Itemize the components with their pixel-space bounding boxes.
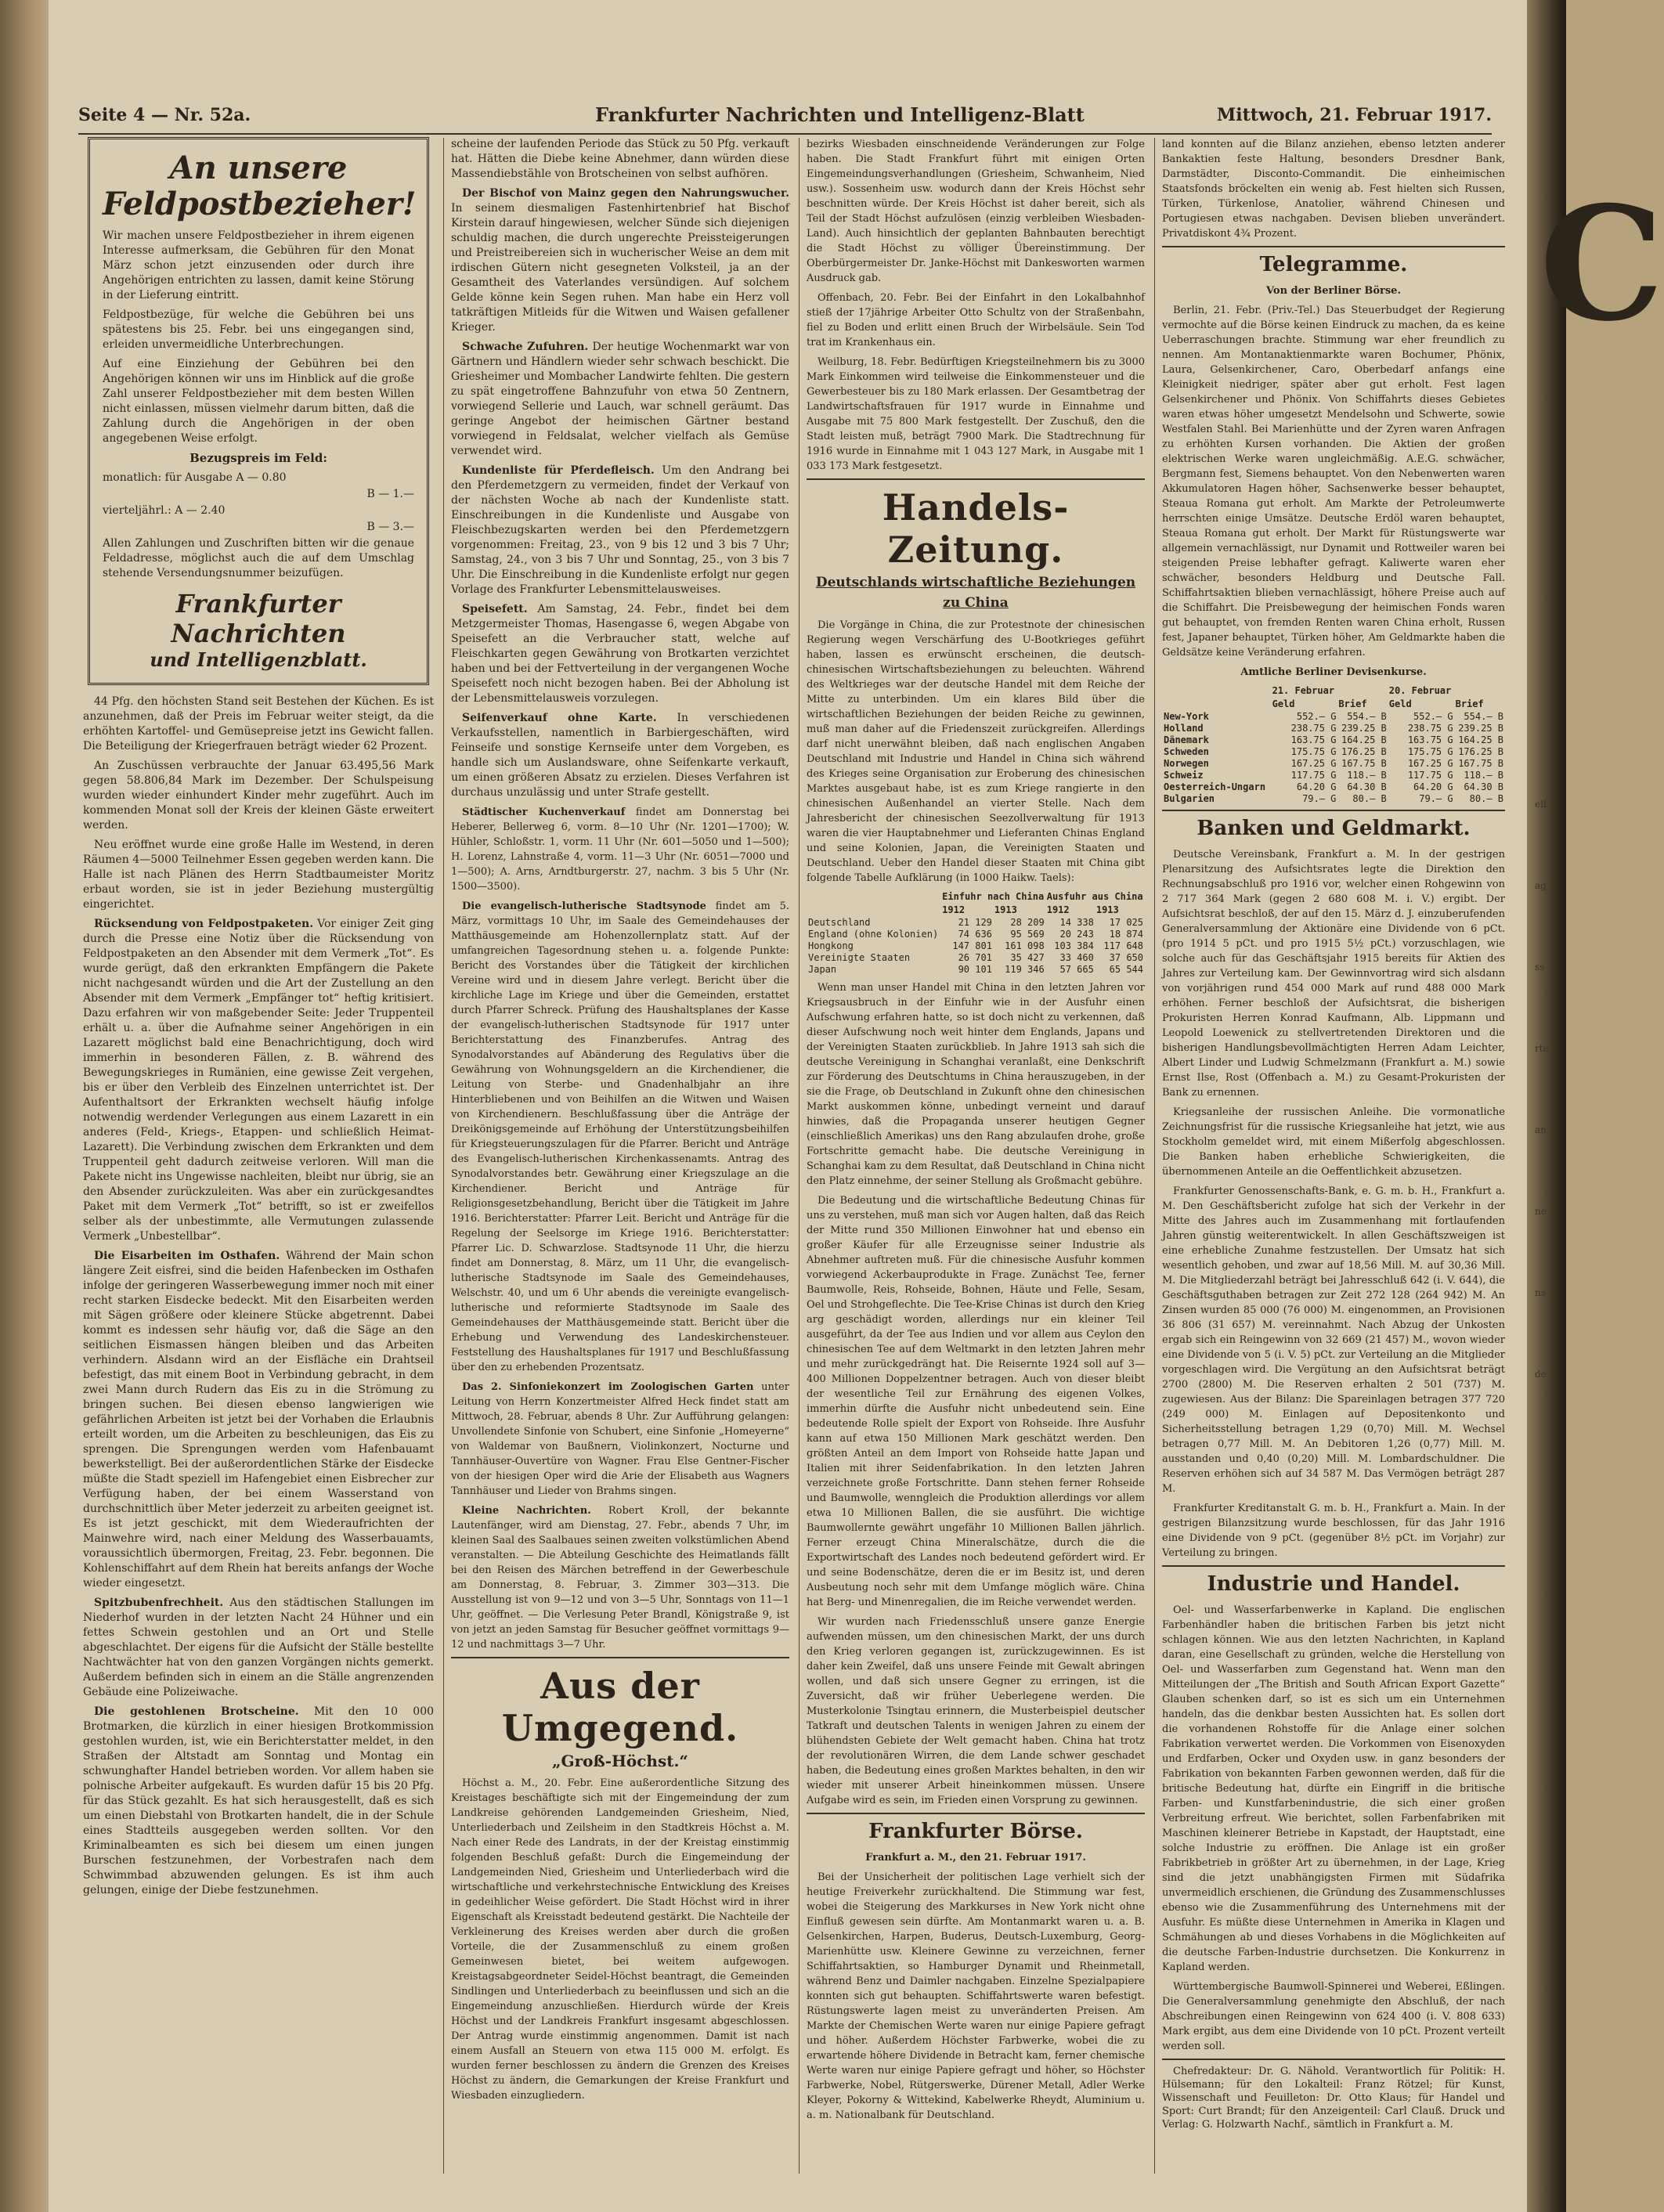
table-row [807,940,1145,952]
article-paragraph: scheine der laufenden Periode das Stück zu 50 Pfg. verkauft hat. Hätten die Diebe keine Abnehmer, dann würden diese Massendiebstähle von Brotscheinen von selbst aufhören. [451,138,789,180]
adjacent-page-fragment: ne [1535,1206,1547,1217]
fx-currency: Norwegen [1164,758,1209,769]
trade-table-header-export: Ausfuhr aus China [1046,891,1143,902]
article-paragraph: Württembergische Baumwoll-Spinnerei und Weberei, Eßlingen. Die Generalversammlung genehmigte den Abschluß, der nach Abschreibungen einen Reingewinn von 624 400 (i. V. 808 633) Mark ergibt, aus dem eine Dividende von 10 pCt. Prozent verteilt werden soll. [1162,1981,1505,2052]
trade-table-year: 1913 [1095,904,1119,915]
section-subtitle: Deutschlands wirtschaftliche Beziehungen zu China [815,575,1136,611]
table-cell-value: 37 650 [1109,952,1143,963]
fx-rate: 118.— B [1464,770,1503,781]
notice-paragraph: Auf eine Einziehung der Gebühren bei den Angehörigen können wir uns im Hinblick auf die große Zahl unserer Feldpostbezieher mit dem besten Willen nicht einlassen, müssen vielmehr darum bitten, daß die Zahlung durch die Angehörigen in der oben angegebenen Weise erfolgt. [103,358,414,445]
table-cell-value: 119 346 [1005,964,1045,975]
article-paragraph: land konnten auf die Bilanz anziehen, ebenso letzten anderer Bankaktien feste Haltung, besonders Dresdner Bank, Darmstädter, Disconto-Commandit. Die einheimischen Staatsfonds bröckelten ein wenig ab. Fest hielten sich Russen, Türken, Türkenlose, Anatolier, während Chinesen und Portugiesen etwas nachgaben. Devisen blieben unverändert. Privatdiskont 4¾ Prozent. [1162,139,1505,240]
table-cell-country: Hongkong [808,940,854,951]
notice-paragraph: Feldpostbezüge, für welche die Gebühren bei uns spätestens bis 25. Febr. bei uns eingegangen sind, erleiden unvermeidliche Unterbrechungen. [103,309,414,351]
column-divider [443,138,444,2174]
fx-table-header: 21. Februar [1272,685,1335,696]
fx-currency: Dänemark [1164,734,1209,745]
fx-currency: Oesterreich-Ungarn [1164,781,1266,792]
issue-date: Mittwoch, 21. Februar 1917. [1216,105,1492,125]
fx-table-header: 20. Februar [1388,685,1452,696]
fx-currency: Holland [1164,723,1204,734]
section-rule [1162,246,1505,247]
table-row [1162,793,1505,805]
fx-currency: Bulgarien [1164,793,1215,804]
table-row [1162,734,1505,746]
table-cell-value: 28 209 [1010,917,1045,928]
adjacent-page-fragment: ss [1535,962,1545,972]
section-rule [451,1657,789,1658]
fx-table-subheader: Brief [1455,698,1484,709]
fx-rate: 167.75 B [1458,758,1503,769]
boerse-title: Frankfurter Börse. [868,1820,1083,1843]
table-cell-value: 90 101 [958,964,992,975]
boerse-date: Frankfurt a. M., den 21. Februar 1917. [865,1852,1086,1864]
table-cell-value: 18 874 [1109,929,1143,940]
column-4 [1162,137,1505,2189]
section-rule [1162,810,1505,811]
section-rule [807,478,1145,480]
table-cell-value: 95 569 [1010,929,1045,940]
article-paragraph: Frankfurter Kreditanstalt G. m. b. H., Frankfurt a. Main. In der gestrigen Bilanzsitzung wurde beschlossen, für das Jahr 1916 eine Dividende von 9 pCt. (gegenüber 8½ pCt. im Vorjahr) zur Verteilung zu bringen. [1162,1503,1505,1559]
telegram-title: Telegramme. [1259,253,1408,276]
article-paragraph: findet am 5. März, vormittags 10 Uhr, im Saale des Gemeindehauses der Matthäusgemeinde am Hohenzollernplatz statt. Auf der umfangreichen Tagesordnung stehen u. a. folgende Punkte: Bericht des Vorstandes über die Tätigkeit der kirchlichen Vereine wird und in diesem Jahre verlegt. Bericht über die kirchliche Lage im Kriege und über die Gemeinden, erstattet durch Pfarrer Schreck. Prüfung des Haushaltsplanes der Kasse der evangelisch-lutherischen Stadtsynode für 1917 unter Berichterstattung des Finanzberufes. Antrag des Synodalvorstandes auf Abänderung des Regulativs über die Gewährung von Wohnungsgeldern an die Kirchendiener, die Leitung von Sterbe- und Gnadenhalbjahr an ihre Hinterbliebenen und von Beihilfen an die Witwen und Waisen von Kirchendienern. Beschlußfassung über die Anträge der Dreikönigsgemeinde auf Erhöhung der Unterstützungsbeihilfen für Kriegsteuerungszulagen für die Pfarrer. Bericht und Anträge des Evangelisch-lutherischen Kirchenkassenamts. Antrag des Synodalvorstandes betr. Gewährung einer Kriegszulage an die Kirchendiener. Bericht und Anträge für Religionsgesetzbehandlung, Bericht über die Tätigkeit im Jahre 1916. Berichterstatter: Pfarrer Leit. Bericht und Anträge für die Regelung der Seelsorge im Kriege 1916. Berichterstatter: Pfarrer Lic. D. Schwarzlose. Stadtsynode 11 Uhr, die hierzu findet am Donnerstag, 8. März, um 11 Uhr, die evangelisch-lutherische Stadtsynode im Saale des Gemeindehauses, Welschstr. 40, und um 6 Uhr abends die vereinigte evangelisch-lutherische und reformierte Stadtsynode im Saale des Gemeindehauses der Matthäusgemeinde statt. Bericht über die Erhebung und Verwendung des Landeskirchensteuer. Feststellung des Haushaltsplanes für 1917 und Beschlußfassung über den zu erhebenden Prozentsatz. [451,900,790,1373]
table-cell-value: 74 636 [958,929,992,940]
article-paragraph: Vor einiger Zeit ging durch die Presse eine Notiz über die Rücksendung von Feldpostpaketen an den Absender mit dem Vermerk „Tot“. Es wurde gerügt, daß den erkrankten Empfängern die Pakete nicht nachgesandt würden und die Art der Zustellung an den Absender mit dem Vermerk „Empfänger tot“ heftig kritisiert. Dazu erfahren wir von maßgebender Seite: Jeder Truppenteil erhält u. a. über die Aufnahme seiner Angehörigen in ein Lazarett möglichst bald eine Benachrichtigung, doch wird immerhin in besonderen Fällen, z. B. während des Bewegungskrieges in Rumänien, eine gewisse Zeit vergehen, bis er über den Verbleib des Einzelnen unterrichtet ist. Der Aufenthaltsort der Erkrankten wechselt häufig infolge notwendig werdender Verlegungen aus einem Lazarett in ein anderes (Feld-, Kriegs-, Etappen- und schließlich Heimat-Lazarett). Die Verbindung zwischen dem Erkrankten und dem Truppenteil geht dadurch zeitweise verloren. Will man die Pakete nicht ins Ungewisse nachleiten, bleibt nur übrig, sie an den Absender zurückzuleiten. Was aber ein zurückgesandtes Paket mit dem Vermerk „Tot“ betrifft, so ist er zweifellos selber als der unbestimmte, alle Vermutungen zulassende Vermerk „Unbestellbar“. [83,918,435,1243]
notice-paragraph: Wir machen unsere Feldpostbezieher in ihrem eigenen Interesse aufmerksam, die Gebühren für den Monat März schon jetzt einzusenden oder durch ihre Angehörigen entrichten zu lassen, damit keine Störung in der Lieferung eintritt. [103,229,414,301]
article-heading: Die evangelisch-lutherische Stadtsynode [462,900,706,912]
publisher-name: Frankfurter Nachrichten [171,589,346,648]
trade-table-year: 1912 [1046,904,1070,915]
fx-rate: 167.75 B [1341,758,1387,769]
fx-rate: 167.25 G [1290,758,1337,769]
adjacent-page-fragment: ns [1535,1287,1546,1298]
article-heading: Die gestohlenen Brotscheine. [94,1705,299,1718]
article-heading: Städtischer Kuchenverkauf [462,806,626,818]
fx-table-subheader [1162,698,1272,711]
table-cell-value: 161 098 [1005,940,1045,951]
fx-currency: New-York [1164,711,1209,722]
adjacent-page-fragment: ag [1535,880,1547,891]
fx-rate: 117.75 G [1407,770,1453,781]
table-cell-value: 57 665 [1059,964,1094,975]
fx-table-title: Amtliche Berliner Devisenkurse. [1240,666,1427,678]
table-cell-value: 14 338 [1059,917,1094,928]
table-cell-value: 117 648 [1103,940,1143,951]
article-paragraph: Während der Main schon längere Zeit eisfrei, sind die beiden Hafenbecken im Osthafen infolge der geringeren Wasserbewegung immer noch mit einer recht starken Eisdecke bedeckt. Mit den Eisarbeiten werden mit Sägen größere oder kleinere Stücke abgetrennt. Dabei kommt es indessen sehr häufig vor, daß die Säge an den seitlichen Eismassen hängen bleiben und das Arbeiten verhindern. Alsdann wird an der Eisfläche ein Drahtseil befestigt, das mit einem Boot in Verbindung gebracht, in dem zwei Mann durch Rudern das Eis zu in die Strömung zu bringen suchen. Bei diesen ebenso langwierigen wie gefährlichen Arbeiten ist jetzt bei der Vorhaben die Erlaubnis erteilt worden, um die Arbeiten zu beschleunigen, das Eis zu sprengen. Die Sprengungen werden vom Hafenbauamt bewerkstelligt. Bei der außerordentlichen Stärke der Eisdecke müßte die Stadt speziell im Hafengebiet einen Eisbrecher zur Verfügung haben, der bei einem Wasserstand von durchschnittlich über Meter jederzeit zu arbeiten geeignet ist. Es ist jetzt geschickt, mit dem Wiederaufrichten der Mainwehre wird, nach einer Meldung des Wasserbauamts, voraussichtlich übermorgen, Freitag, 23. Febr. begonnen. Die Kohlenschiffahrt auf dem Rhein hat bereits anfangs der Woche wieder eingesetzt. [83,1250,434,1590]
fx-rate: 239.25 B [1341,723,1387,734]
article-paragraph: Weilburg, 18. Febr. Bedürftigen Kriegsteilnehmern bis zu 3000 Mark Einkommen wird teilweise die Einkommensteuer und die Gewerbesteuer bis zu 180 Mark erlassen. Der Gesamtbetrag der Landwirtschaftsfrauen für 1917 wurde in Einnahme und Ausgabe mit 75 800 Mark festgestellt. Der Zuschuß, den die Stadt leisten muß, beträgt 7900 Mark. Die Stadtrechnung für 1916 wurde in Einnahme mit 1 043 127 Mark, in Ausgabe mit 1 033 173 Mark festgesetzt. [807,356,1145,472]
trade-table-header-import: Einfuhr nach China [942,891,1045,902]
fx-rate: 64.30 B [1464,781,1503,792]
article-paragraph: In verschiedenen Verkaufsstellen, namentlich in Barbiergeschäften, wird Feinseife und sonstige Kernseife unter dem Vorgeben, es handle sich um Auslandsware, ohne Seifenkarte verkauft, um einen größeren Absatz zu erzielen. Dieses Verfahren ist durchaus unzulässig und unter Strafe gestellt. [451,712,789,799]
article-heading: Das 2. Sinfoniekonzert im Zoologischen Garten [462,1381,754,1393]
fx-rate: 163.75 G [1407,734,1453,745]
fx-rate: 117.75 G [1290,770,1337,781]
fx-rate: 239.25 B [1458,723,1503,734]
table-row [1162,746,1505,758]
fx-rate: 163.75 G [1290,734,1337,745]
article-paragraph: Offenbach, 20. Febr. Bei der Einfahrt in den Lokalbahnhof stieß der 17jährige Arbeiter Otto Schultz von der Straßenbahn, fiel zu Boden und erlitt einen Bruch der Wirbelsäule. Sein Tod trat im Krankenhaus ein. [807,292,1145,348]
table-cell-country: Vereinigte Staaten [808,952,911,963]
article-paragraph: Am Samstag, 24. Febr., findet bei dem Metzgermeister Thomas, Hasengasse 6, wegen Abgabe von Speisefett an die Verbraucher statt, welche auf Fleischkarten gegen Gewährung von Brotkarten verzichtet haben und bei der Fettverteilung in der vergangenen Woche Speisefett noch nicht bezogen haben. Bei der Abholung ist der Lebensmittelausweis vorzulegen. [451,603,790,705]
fx-rate: 167.25 G [1407,758,1453,769]
article-paragraph: Wenn man unser Handel mit China in den letzten Jahren vor Kriegsausbruch in der Einfuhr wie in der Ausfuhr einen Aufschwung erfahren hatte, so ist doch nicht zu verkennen, daß dieser Aufschwung noch weit hinter dem Englands, Japans und der Vereinigten Staaten zurückblieb. In Jahre 1913 sah sich die deutsche Vereinigung in Schanghai veranlaßt, eine Denkschrift zur Förderung des Deutschtums in China herauszugeben, in der sie die Frage, ob Deutschland in Zukunft ohne den chinesischen Markt auskommen könne, unbedingt verneint und darauf hinwies, daß die Propaganda unserer heutigen Gegner (einschließlich Amerikas) uns den Rang abzulaufen drohe, große Fortschritte gemacht habe. Die deutsche Vereinigung in Schanghai kam zu dem Resultat, daß Deutschland in China nicht den Platz einnehme, der seiner Stellung als Großmacht gebühre. [807,982,1145,1187]
adjacent-page-glyph: C [1539,172,1664,356]
table-row [1162,758,1505,770]
fx-rate: 80.— B [1352,793,1387,804]
table-row [1162,781,1505,793]
fx-table-subheader: Geld [1388,698,1412,709]
notice-paragraph: Allen Zahlungen und Zuschriften bitten wir die genaue Feldadresse, möglichst auch die auf dem Umschlag stehende Versendungsnummer beizufügen. [103,537,414,579]
article-paragraph: Kriegsanleihe der russischen Anleihe. Die vormonatliche Zeichnungsfrist für die russische Kriegsanleihe hat jetzt, wie aus Stockholm gemeldet wird, mit einem Mißerfolg abgeschlossen. Die Banken haben erhebliche Schwierigkeiten, die übernommenen Anteile an die Oeffentlichkeit abzusetzen. [1162,1106,1505,1178]
table-cell-value: 103 384 [1054,940,1094,951]
table-cell-value: 26 701 [958,952,992,963]
article-paragraph: Die Vorgänge in China, die zur Protestnote der chinesischen Regierung wegen Verschärfung des U-Bootkrieges geführt haben, lassen es erwünscht erscheinen, die deutsch-chinesischen Wirtschaftsbeziehungen zu beleuchten. Während des Weltkrieges war der deutsche Handel mit dem Reiche der Mitte zu unterbinden. Um ein klares Bild über die wirtschaftlichen Beziehungen der beiden Reiche zu gewinnen, muß man daher auf die Friedenszeit zurückgreifen. Allerdings darf nicht unerwähnt bleiben, daß nach englischen Angaben Deutschland mit Industrie und Handel in China sich während des Krieges seine Organisation zur Eroberung des chinesischen Marktes ausgebaut habe, ist es zum Kriege rangierte in den chinesischen Außenhandel an vierter Stelle. Nach dem Jahresbericht der chinesischen Seezollverwaltung für 1913 waren die vier Hauptabnehmer und Lieferanten Chinas England und seine Kolonien, Japan, die Vereinigten Staaten und Deutschland. Ueber den Handel dieser Staaten mit China gibt folgende Tabelle Aufklärung (in 1000 Haikw. Taels): [807,619,1145,884]
article-heading: Spitzbubenfrechheit. [94,1597,224,1609]
table-cell-value: 147 801 [952,940,992,951]
page-number: Seite 4 — Nr. 52a. [78,105,251,125]
article-heading: Speisefett. [462,603,528,615]
fx-rate: 64.20 G [1296,781,1337,792]
page-binding-edge [0,0,49,2212]
article-paragraph: Oel- und Wasserfarbenwerke in Kapland. Die englischen Farbenhändler haben die britischen Farben bis jetzt nicht schlagen können. Wie aus den letzten Nachrichten, in Kapland daran, eine Gesellschaft zu gründen, welche die Herstellung von Oel- und Wasserfarben zum Gegenstand hat. Wenn man den Mitteilungen der „The British and South African Export Gazette“ Glauben schenken darf, so ist es sich um ein Unternehmen handeln, das die denkbar besten Aussichten hat. Es sollen dort die vorhandenen Rohstoffe für die Anlage einer solchen Fabrikation verwertet werden. Die Vorkommen von Eisenoxyden und Erdfarben, Ocker und Oxyden usw. in ganz besonders der Fabrikation von bekannten Farben gewonnen werden, daß für die britische Bedeutung hat, dürfte ein Eingriff in die britische Farben- und Kunstfarbenindustrie, die sich einer großen Verbreitung erfreut. Wie berichtet, sollen Farbenfabriken mit Maschinen kleinerer Betriebe in Kapstadt, der Hauptstadt, eine solche Industrie zu eröffnen. Die Anlage ist ein großer Fabrikbetrieb in größter Art zu übernehmen, in der Lage, Krieg sind die jetzt unabhängigsten Firmen mit Südafrika unvermeidlich erschienen, die Gründung des Zusammenschlusses ebenso wie die Zusammenführung des Unternehmens mit der Ausfuhr. Es müßte diese Unternehmen in Amerika in Klagen und Schmähungen ab und dieses Vorhabens in die Möglichkeiten auf die deutsche Farben-Industrie durchsetzen. Die Konkurrenz in Kapland werden. [1162,1604,1505,1973]
fx-rate: 176.25 B [1458,746,1503,757]
fx-rate: 175.75 G [1290,746,1337,757]
article-paragraph: Deutsche Vereinsbank, Frankfurt a. M. In der gestrigen Plenarsitzung des Aufsichtsrates legte die Direktion den Rechnungsabschluß pro 1916 vor, welcher einen Rohgewinn von 2 717 364 Mark (gegen 2 680 608 M. i. V.) ergibt. Der Aufsichtsrat beschloß, der auf den 15. März d. J. einzuberufenden Generalversammlung der Aktionäre eine Dividende von 6 pCt. (pro 1914 5 pCt. und pro 1915 5½ pCt.) vorzuschlagen, wie solche auch für das Geschäftsjahr 1915 bereits für Aktien des Jahres zur Verteilung kam. Der Gewinnvortrag wird sich alsdann von vorjährigen rund 454 000 Mark auf rund 488 000 Mark erhöhen. Ferner beschloß der Aufsichtsrat, die bisherigen Prokuristen Herren Konrad Kaufmann, Alb. Lippmann und Leopold Loewenick zu stellvertretenden Direktoren und die bisherigen Handlungsbevollmächtigten Herren Adam Leichter, Albert Linder und Ludwig Schmelzmann (Frankfurt a. M.) sowie Ernst Ilse, Rost (Offenbach a. M.) zu Gesamt-Prokuristen der Bank zu ernennen. [1162,849,1505,1099]
section-subtitle: „Groß-Höchst.“ [552,1752,688,1770]
article-paragraph: In seinem diesmaligen Fastenhirtenbrief hat Bischof Kirstein darauf hingewiesen, welcher Sünde sich diejenigen schuldig machen, die durch ungerechte Preissteigerungen und Preistreibereien sich in wucherischer Weise an dem mit irdischen Gütern nicht gesegneten Volksteil, ja an der Gesamtheit des Vaterlandes versündigen. Auf solchem Gelde könne kein Segen ruhen. Man habe ein Herz voll tatkräftigen Mitleids für die Witwen und Waisen gefallener Krieger. [451,202,789,334]
fx-rate: 238.75 G [1407,723,1453,734]
article-heading: Schwache Zufuhren. [462,341,589,353]
fx-rate: 79.— G [1302,793,1337,804]
article-paragraph: Berlin, 21. Febr. (Priv.-Tel.) Das Steuerbudget der Regierung vermochte auf die Börse keinen Eindruck zu machen, da es keine Ueberraschungen brachte. Stimmung war eher freundlich zu nennen. Am Montanaktienmarkte waren Bochumer, Phönix, Laura, Gelsenkirchener, Caro, Oberbedarf anfangs eine Kleinigkeit niedriger, später aber gut erholt. Fest lagen Gelsenkirchener und Phönix. Von Schiffahrts dieses Gebietes waren etwas höher umgesetzt Mendelsohn und Schwerte, sowie Westfalen Stahl. Bei Marienhütte und der Zyren waren Anfragen zu erhöhten Kursen vorhanden. Die Aktien der großen elektrischen Werke waren ungleichmäßig. A.E.G. schwächer, Bergmann fest, Siemens behauptet. Von den Nebenwerten waren Akkumulatoren Hagen höher, Sachsenwerke besser behauptet, Steaua Romana gut erholt. Am Markte der Petroleumwerte herrschten einige Umsätze. Deutsche Erdöl waren behauptet, Steaua Romana gut erholt. Der Markt für Rüstungswerte war allgemein vernachlässigt, nur Dynamit und Rottweiler waren bei steigenden Preise lebhafter gefragt. Kaliwerte waren eher schwächer, besonders Heldburg und Deutsche Fall. Schiffahrtsaktien blieben vernachlässigt, höhere Preise auch auf die Schiffahrt. Die Preisbewegung der heimischen Fonds waren gut behauptet, von fremden Renten waren China erholt, Russen fest, Japaner behauptet, Türken höher, Am Geldmarkte haben die Geldsätze keine Veränderung erfahren. [1162,305,1505,659]
fx-table-header [1455,684,1505,698]
column-2 [451,137,789,2189]
article-paragraph: unter Leitung von Herrn Konzertmeister Alfred Heck findet statt am Mittwoch, 28. Februar, abends 8 Uhr. Zur Aufführung gelangen: Unvollendete Sinfonie von Schubert, eine Sinfonie „Homeyerne“ von Waldemar von Baußnern, Violinkonzert, Nocturne und Tannhäuser-Ouvertüre von Wagner. Frau Else Gentner-Fischer von der hiesigen Oper wird die Arie der Elisabeth aus Wagners Tannhäuser und Lieder von Brahms singen. [451,1381,789,1497]
article-paragraph: Der heutige Wochenmarkt war von Gärtnern und Händlern wieder sehr schwach beschickt. Die Griesheimer und Mombacher Landwirte fehlten. Die gestern zu spät eingetroffene Bahnzufuhr von etwa 50 Zentnern, vorwiegend Sellerie und Lauch, war schnell geräumt. Das geringe Angebot der heimischen Gärtner bestand vorwiegend in Feldsalat, welcher vielfach als Gemüse verwendet wird. [451,341,789,457]
column-divider [1154,138,1155,2174]
table-row [807,964,1145,976]
fx-currency: Schweden [1164,746,1209,757]
fx-table-subheader: Brief [1338,698,1367,709]
article-paragraph: Höchst a. M., 20. Febr. Eine außerordentliche Sitzung des Kreistages beschäftigte sich mit der Eingemeindung der zum Landkreise gehörenden Landgemeinden Griesheim, Nied, Unterliederbach und Zeilsheim in den Stadtkreis Höchst a. M. Nach einer Rede des Landrats, in der der Kreistag einstimmig folgenden Beschluß gefaßt: Durch die Eingemeindung der Landgemeinden Nied, Griesheim und Unterliederbach wird die wirtschaftliche und verkehrstechnische Entwicklung des Kreises in gedeihlicher Weise gefördert. Die Stadt Höchst wird in ihrer Eigenschaft als Kreisstadt bedeutend gestärkt. Die Nachteile der Verkleinerung des Kreises werden aber durch die großen Vorteile, die der Zusammenschluß zu einem großen Gemeinwesen bietet, bei weitem aufgewogen. Kreistagsabgeordneter Seidel-Höchst beantragt, die Gemeinden Sindlingen und Unterliederbach zu beeinflussen und sich an die Eingemeindung anzuschließen. Hierdurch würde der Kreis Höchst und der Landkreis Frankfurt insgesamt abgeschlossen. Der Antrag wurde einstimmig angenommen. Damit ist nach einem Ausfall an Steuern von etwa 115 000 M. erfolgt. Es wurden ferner beschlossen zu ändern die Grenzen des Kreises Höchst zu ändern, die Gemarkungen der Kreise Frankfurt und Wiesbaden einzugliedern. [451,1777,789,2102]
article-heading: Seifenverkauf ohne Karte. [462,712,657,724]
article-heading: Rücksendung von Feldpostpaketen. [94,918,314,930]
article-paragraph: Robert Kroll, der bekannte Lautenfänger, wird am Dienstag, 27. Febr., abends 7 Uhr, im kleinen Saal des Saalbaues seinen zweiten volkstümlichen Abend veranstalten. — Die Abteilung Geschichte des Heimatlands fällt bei den Reisen des Märchen betreffend in der Gewerbeschule am Donnerstag, 8. Februar, 3. Zimmer 303—313. Die Ausstellung ist von 9—12 und von 3—5 Uhr, Sonntags von 11—1 Uhr, geöffnet. — Die Verlesung Peter Brandl, Königstraße 9, ist von jetzt an jeden Samstag für Besucher geöffnet vormittags 9—12 und nachmittags 3—7 Uhr. [451,1505,790,1651]
subscriber-notice-box [88,137,429,685]
fx-table-subheader: Geld [1272,698,1295,709]
article-heading: Die Eisarbeiten im Osthafen. [94,1250,280,1262]
section-rule [1162,1565,1505,1567]
fx-rate: 554.— B [1464,711,1503,722]
telegram-subtitle: Von der Berliner Börse. [1266,285,1401,297]
fx-rate: 64.30 B [1347,781,1387,792]
adjacent-page-fragment: an [1535,1124,1547,1135]
masthead-title: Frankfurter Nachrichten und Intelligenz-Blatt [595,103,1085,126]
table-cell-value: 65 544 [1109,964,1143,975]
article-paragraph: findet am Donnerstag bei Heberer, Bellerweg 6, vorm. 8—10 Uhr (Nr. 1201—1700); W. Hühler, Schloßstr. 1, vorm. 11 Uhr (Nr. 601—5050 und 1—500); H. Lorenz, Lahnstraße 4, vorm. 11—3 Uhr (Nr. 6051—7000 und 1—500); A. Arns, Arndtburgerstr. 27, nachm. 3 bis 5 Uhr (Nr. 1500—3500). [451,806,790,893]
fx-table-header [1337,684,1388,698]
price-row: B — 3.— [366,521,414,533]
article-paragraph: bezirks Wiesbaden einschneidende Veränderungen zur Folge haben. Die Stadt Frankfurt führt mit einigen Orten Eingemeindungsverhandlungen (Griesheim, Schwanheim, Nied usw.). Sossenheim usw. wodurch dann der Kreis Höchst sehr beschnitten würde. Der Kreis Höchst ist daher bereit, sich als Teil der Stadt Höchst aufzulösen (einzig verbleiben Wiesbaden-Land). Auch hinsichtlich der geplanten Bahnbauten berechtigt die Stadt Höchst zu völliger Übereinstimmung. Der Oberbürgermeister Dr. Janke-Höchst mit Dankesworten warmen Ausdruck gab. [807,139,1145,284]
adjacent-page-fragment: de [1535,1369,1547,1380]
section-title-umgegend: Aus der Umgegend. [501,1665,739,1749]
fx-rate: 64.20 G [1413,781,1453,792]
article-heading: Kleine Nachrichten. [462,1505,591,1517]
article-paragraph: Mit den 10 000 Brotmarken, die kürzlich in einer hiesigen Brotkommission gestohlen wurden, ist, wie ein Berichterstatter meldet, in den Straßen der Altstadt am Sonntag und Montag ein schwunghafter Handel betrieben worden. Vor allem haben sie polnische Arbeiter aufgekauft. Es wurden dafür 15 bis 20 Pfg. für das Stück gezahlt. Es hat sich herausgestellt, daß es sich um einen Diebstahl von Brotkarten handelt, die in der Schule eines Stadtteils ausgegeben werden sollten. Vor den Kriminalbeamten es sich bei diesem um einen jungen Burschen festzunehmen, der Vorbestrafen nach dem Schwimmbad abzuwenden gelungen. Es ist ihm auch gelungen, einige der Diebe festzunehmen. [83,1705,435,1896]
article-paragraph: An Zuschüssen verbrauchte der Januar 63.495,56 Mark gegen 58.806,84 Mark im Dezember. Der Schulspeisung wurden wieder einhundert Kinder mehr zugeführt. Auch im kommenden Monat soll der Kreis der kleinen Gäste erweitert werden. [83,760,434,832]
table-cell-country: Japan [808,964,837,975]
fx-table [1162,684,1505,805]
table-row [807,917,1145,929]
section-rule [807,1813,1145,1814]
article-paragraph: Wir wurden nach Friedensschluß unsere ganze Energie aufwenden müssen, um den chinesischen Markt, der uns durch den Krieg verloren gegangen ist, zurückzugewinnen. Es ist daher kein Zweifel, daß uns unsere Feinde mit Gewalt abringen wollen, und daß sich unsere Gegner zu erringen, ist die Zuversicht, daß wir früher Ueberlegene werden. Die Musterkolonie Tsingtau erinnern, die Musterbeispiel deutscher Tatkraft und deutschen Talents in wenigen Jahren zu einem der blühendsten Gebiete der Welt gemacht haben. China hat trotz der revolutionären Wirren, die dem Lande schwer geschadet haben, die Bedeutung eines großen Marktes behalten, in den wir wieder mit unserer Arbeit hineinkommen müssen. Unsere Aufgabe wird es sein, im Frieden einen Vorsprung zu gewinnen. [807,1616,1145,1806]
price-heading: Bezugspreis im Feld: [190,451,327,465]
table-cell-value: 17 025 [1109,917,1143,928]
fx-rate: 552.— G [1296,711,1337,722]
article-paragraph: 44 Pfg. den höchsten Stand seit Bestehen der Küchen. Es ist anzunehmen, daß der Preis im Februar weiter steigt, da die erhöhten Kartoffel- und Gemüsepreise jetzt ins Gewicht fallen. Die Beteiligung der Kriegerfrauen beträgt wieder 62 Prozent. [83,695,434,752]
article-paragraph: Die Bedeutung und die wirtschaftliche Bedeutung Chinas für uns zu verstehen, muß man sich vor Augen halten, daß das Reich der Mitte rund 350 Millionen Einwohner hat und ebenso ein großer Käufer für alle Erzeugnisse seiner Industrie als Abnehmer auftreten muß. Für die chinesische Ausfuhr kommen vorwiegend Ackerbauprodukte in Frage. Zunächst Tee, ferner Baumwolle, Reis, Rohseide, Bohnen, Häute und Felle, Sesam, Oel und Strohgeflechte. Die Tee-Krise Chinas ist durch den Krieg arg geschädigt worden, allerdings nur ein kleiner Teil ausgeführt, da der Tee aus Indien und vor allem aus Ceylon den chinesischen Tee auf dem Weltmarkt in den letzten Jahren mehr und mehr zurückgedrängt hat. Die Reisernte 1924 soll auf 3—400 Millionen Doppelzentner betragen. Auch von dieser bleibt der wesentliche Teil zur Ernährung des eigenen Volkes, immerhin dürfte die Ausfuhr nicht unbedeutend sein. Eine bedeutende Rolle spielt der Export von Rohseide. Ihre Ausfuhr kann auf etwa 150 Millionen Mark geschätzt werden. Den größten Anteil an dem Import von Rohseide hatte Japan und Italien mit ihrer Seidenfabrikation. In den letzten Jahren verzeichnete große Fortschritte. Dann stehen ferner Rohseide und Baumwolle, wenngleich die Produktion allerdings vor allem etwa 10 Millionen Ballen, die sie ausführt. Die wichtige Baumwollernte gewährt ungefähr 10 Millionen Ballen jährlich. Ferner erzeugt China Mineralschätze, durch die die Exportwirtschaft des Landes noch bedeutend gefördert wird. Er und seine Bodenschätze, deren die er im Besitz ist, und deren Ausbeutung noch sehr mit dem Umfange möglich wäre. China hat Berg- und Minenregalien, die im Reiche verwendet werden. [807,1195,1145,1608]
fx-rate: 554.— B [1347,711,1387,722]
fx-table-header [1162,684,1272,698]
bank-section-title: Banken und Geldmarkt. [1197,817,1471,840]
table-cell-country: Deutschland [808,917,871,928]
article-paragraph: Frankfurter Genossenschafts-Bank, e. G. m. b. H., Frankfurt a. M. Den Geschäftsbericht zufolge hat sich der Verkehr in der Mitte des Jahres auch im Zusammenhang mit fortlaufenden Jahren günstig weiterentwickelt. In allen Geschäftszweigen ist eine erhebliche Zunahme festzustellen. Der Umsatz hat sich wesentlich gehoben, und zwar auf 18,56 Mill. M. auf 30,36 Mill. M. Die Mitgliederzahl beträgt bei Jahresschluß 642 (i. V. 644), die Geschäftsguthaben betragen zur Zeit 272 128 (264 942) M. An Zinsen wurden 85 000 (76 000) M. eingenommen, an Provisionen 36 806 (31 657) M. vereinnahmt. Nach Abzug der Unkosten ergab sich ein Reingewinn von 32 669 (21 457) M., wovon wieder eine Dividende von 5 (i. V. 5) pCt. zur Verteilung an die Mitglieder vorgeschlagen wird. Die Vergütung an den Aufsichtsrat beträgt 2700 (2800) M. Die Reserven erhalten 2 501 (737) M. zugewiesen. Aus der Bilanz: Die Spareinlagen betragen 377 720 (249 000) M. Einlagen auf Depositenkonto und Sicherheitsstellung betragen 1,29 (0,70) Mill. M. Wechsel betragen 0,77 Mill. M. An Debitoren 1,26 (0,77) Mill. M. ausstanden und 0,40 (0,20) Mill. M. Lombardschuldner. Die Reserven erhöhen sich auf 34 587 M. Das Vermögen beträgt 287 M. [1162,1185,1505,1495]
fx-rate: 238.75 G [1290,723,1337,734]
adjacent-page-fragment: rte [1535,1043,1549,1054]
price-row: B — 1.— [366,488,414,500]
article-paragraph: Aus den städtischen Stallungen im Niederhof wurden in der letzten Nacht 24 Hühner und ein fettes Schwein gestohlen und an Ort und Stelle abgeschlachtet. Der eigens für die Aufsicht der Ställe bestellte Nachtwächter hat von den ganzen Vorgängen nichts gemerkt. Außerdem befinden sich in einem an die Ställe angrenzenden Gebäude eine Polizeiwache. [83,1597,434,1698]
article-paragraph: Bei der Unsicherheit der politischen Lage verhielt sich der heutige Freiverkehr zurückhaltend. Die Stimmung war fest, wobei die Steigerung des Markkurses in New York nicht ohne Einfluß gewesen sein dürfte. Am Montanmarkt waren u. a. B. Gelsenkirchen, Harpen, Buderus, Deutsch-Luxemburg, Georg-Marienhütte usw. Kleinere Gewinne zu verzeichnen, ferner Schiffahrtsaktien, so Hamburger Dynamit und Rheinmetall, während Benz und Daimler nachgaben. Einzelne Spezialpapiere konnten sich gut behaupten. Schiffahrtswerte waren befestigt. Rüstungswerte lagen meist zu unveränderten Preisen. Am Markte der Chemischen Werte waren nur einige Papiere gefragt und höher. Außerdem Höchster Farbwerke, wobei die zu erwartende höhere Dividende in Betracht kam, ferner chemische Werte waren nur einige Papiere gefragt und höher, so Höchster Farbwerke, Nobel, Rütgerswerke, Dürener Metall, Adler Werke Kleyer, Pokorny & Wittekind, Kabelwerke Rheydt, Aluminium u. a. m. Nationalbank für Deutschland. [807,1871,1145,2121]
column-3 [807,137,1145,2189]
column-divider [799,138,800,2174]
adjacent-page-text [1535,799,1566,1450]
notice-title: An unsere Feldpostbezieher! [103,150,417,222]
fx-rate: 80.— B [1469,793,1503,804]
article-heading: Der Bischof von Mainz gegen den Nahrungswucher. [462,187,789,200]
price-row: vierteljährl.: A — 2.40 [103,504,226,517]
trade-table [807,890,1145,976]
trade-table-year: 1913 [994,904,1017,915]
article-paragraph: Um den Andrang bei den Pferdemetzgern zu vermeiden, findet der Verkauf von der nächsten Woche ab nach der Kundenliste statt. Einschreibungen in die Kundenliste und Ausgabe von Fleischbezugskarten werden bei den Pferdemetzgern vorgenommen: Freitag, 23., von 9 bis 12 und 3 bis 7 Uhr; Samstag, 24., von 3 bis 7 Uhr und Sonntag, 25., von 3 bis 7 Uhr. Die Einschreibung in die Kundenliste erfolgt nur gegen Vorlage des Frankfurter Lebensmittelausweises. [451,464,790,596]
trade-table-year: 1912 [942,904,966,915]
article-paragraph: Neu eröffnet wurde eine große Halle im Westend, in deren Räumen 4—5000 Teilnehmer Essen gegeben werden kann. Die Halle ist nach Plänen des Herrn Stadtbaumeister Moritz erbaut worden, sie ist in jeder Beziehung mustergültig eingerichtet. [83,839,434,911]
fx-rate: 552.— G [1413,711,1453,722]
table-cell-country: England (ohne Kolonien) [808,929,939,940]
table-row [807,929,1145,940]
table-cell-value: 35 427 [1010,952,1045,963]
imprint: Chefredakteur: Dr. G. Nähold. Verantwortlich für Politik: H. Hülsemann; für den Lokalteil: Franz Rötzel; für Kunst, Wissenschaft und Feuilleton: Dr. Otto Klaus; für Handel und Sport: Curt Brandt; für den Anzeigenteil: Carl Clauß. Druck und Verlag: G. Holzwarth Nachf., sämtlich in Frankfurt a. M. [1162,2059,1505,2131]
table-cell-value: 20 243 [1059,929,1094,940]
table-cell-value: 21 129 [958,917,992,928]
table-row [1162,711,1505,723]
table-row [807,952,1145,964]
industry-section-title: Industrie und Handel. [1207,1572,1460,1596]
article-heading: Kundenliste für Pferdefleisch. [462,464,655,477]
section-title-handels-zeitung: Handels-Zeitung. [882,486,1070,571]
fx-rate: 118.— B [1347,770,1387,781]
fx-rate: 164.25 B [1458,734,1503,745]
table-cell-value: 33 460 [1059,952,1094,963]
table-row [1162,723,1505,734]
table-row [1162,770,1505,781]
fx-rate: 164.25 B [1341,734,1387,745]
fx-rate: 176.25 B [1341,746,1387,757]
publisher-subtitle: und Intelligenzblatt. [150,648,367,671]
page-header [78,99,1492,135]
adjacent-page-fragment: ell [1535,799,1547,810]
price-row: monatlich: für Ausgabe A — 0.80 [103,471,287,484]
fx-currency: Schweiz [1164,770,1204,781]
column-1 [83,137,434,2189]
fx-rate: 175.75 G [1407,746,1453,757]
fx-rate: 79.— G [1419,793,1453,804]
